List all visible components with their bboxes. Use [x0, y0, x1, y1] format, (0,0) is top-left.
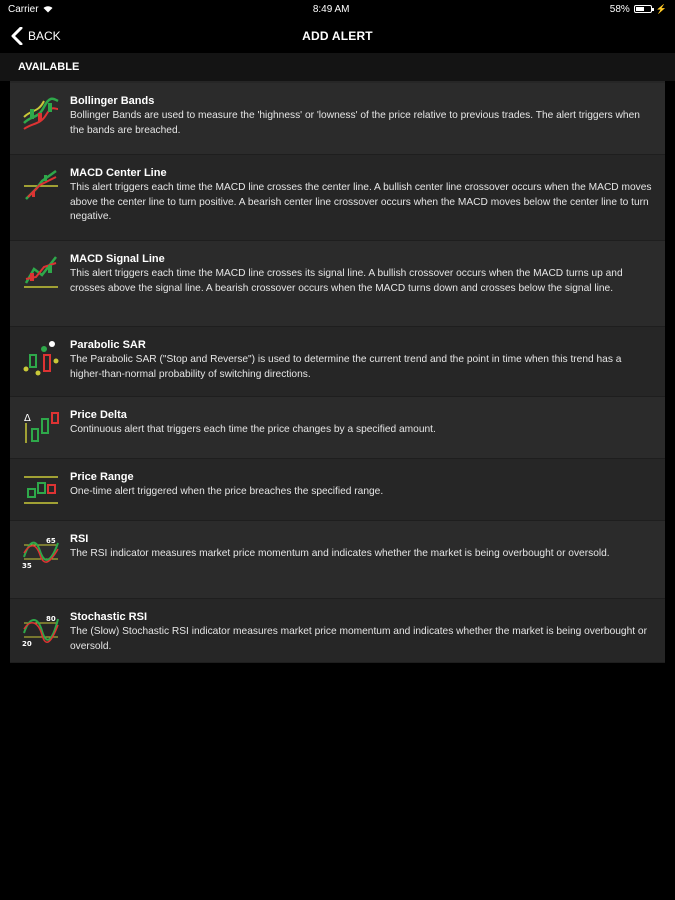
alert-description: The RSI indicator measures market price momentum and indicates whether the market is being overbought or oversold.: [70, 548, 610, 559]
chevron-left-icon: [10, 27, 24, 45]
rsi-low-label: 35: [22, 562, 32, 570]
charging-icon: ⚡: [655, 3, 667, 14]
alert-row-price-delta[interactable]: [10, 397, 665, 459]
rsi-high-label: 65: [46, 537, 56, 545]
stochastic-rsi-icon: [22, 611, 60, 649]
back-label: BACK: [28, 28, 61, 43]
macd-signal-line-icon: [22, 253, 60, 291]
alert-description: This alert triggers each time the MACD line crosses its signal line. A bullish crossover occurs when the MACD turns up and crosses above the signal line. A bearish crossover occurs when the MACD turns down and crosses below the signal line.: [70, 268, 623, 294]
price-delta-icon: [22, 409, 60, 447]
status-bar: [0, 0, 675, 18]
nav-bar: [0, 18, 675, 53]
alert-title: RSI: [70, 533, 89, 545]
alert-description: The (Slow) Stochastic RSI indicator measures market price momentum and indicates whether the market is being overbought or oversold.: [70, 626, 647, 652]
alert-description: One-time alert triggered when the price breaches the specified range.: [70, 486, 384, 497]
rsi-icon: [22, 533, 60, 571]
alert-row-bollinger-bands[interactable]: [10, 83, 665, 155]
bollinger-bands-icon: [22, 95, 60, 133]
alert-title: Parabolic SAR: [70, 339, 146, 351]
stoch-high-label: 80: [46, 615, 56, 623]
alert-title: Stochastic RSI: [70, 611, 148, 623]
price-range-icon: [22, 471, 60, 509]
alert-description: This alert triggers each time the MACD line crosses the center line. A bullish center line crossover occurs when the MACD moves above the center line to turn positive. A bearish center line crossover occurs when the MACD moves below the center line to turn negative.: [70, 182, 652, 222]
battery-icon: [634, 5, 652, 13]
alert-row-stochastic-rsi[interactable]: [10, 599, 665, 663]
status-right: [610, 4, 667, 15]
alert-row-price-range[interactable]: [10, 459, 665, 521]
alert-description: Bollinger Bands are used to measure the 'highness' or 'lowness' of the price relative to previous trades. The alert triggers when the bands are breached.: [70, 110, 640, 136]
alert-title: Bollinger Bands: [70, 95, 155, 107]
alert-description: The Parabolic SAR ("Stop and Reverse") is used to determine the current trend and the point in time when this trend has a higher-than-normal probability of switching directions.: [70, 354, 622, 380]
section-header-available: AVAILABLE: [0, 53, 675, 81]
alert-row-macd-signal-line[interactable]: [10, 241, 665, 327]
svg-text:Δ: Δ: [24, 413, 31, 424]
alert-title: Price Range: [70, 471, 134, 483]
alert-list: [10, 81, 665, 663]
carrier-label: Carrier: [8, 3, 39, 15]
alert-row-macd-center-line[interactable]: [10, 155, 665, 241]
back-button[interactable]: [10, 18, 61, 53]
wifi-icon: [43, 5, 53, 13]
alert-row-rsi[interactable]: [10, 521, 665, 599]
alert-title: Price Delta: [70, 409, 127, 421]
alert-row-parabolic-sar[interactable]: [10, 327, 665, 397]
macd-center-line-icon: [22, 167, 60, 205]
alert-title: MACD Signal Line: [70, 253, 165, 265]
status-left: [8, 4, 53, 15]
battery-percent: 58%: [609, 3, 630, 15]
status-time: 8:49 AM: [312, 3, 350, 15]
alert-title: MACD Center Line: [70, 167, 167, 179]
alert-description: Continuous alert that triggers each time the price changes by a specified amount.: [70, 424, 436, 435]
parabolic-sar-icon: [22, 339, 60, 377]
stoch-low-label: 20: [22, 640, 32, 648]
page-title: ADD ALERT: [302, 28, 373, 43]
